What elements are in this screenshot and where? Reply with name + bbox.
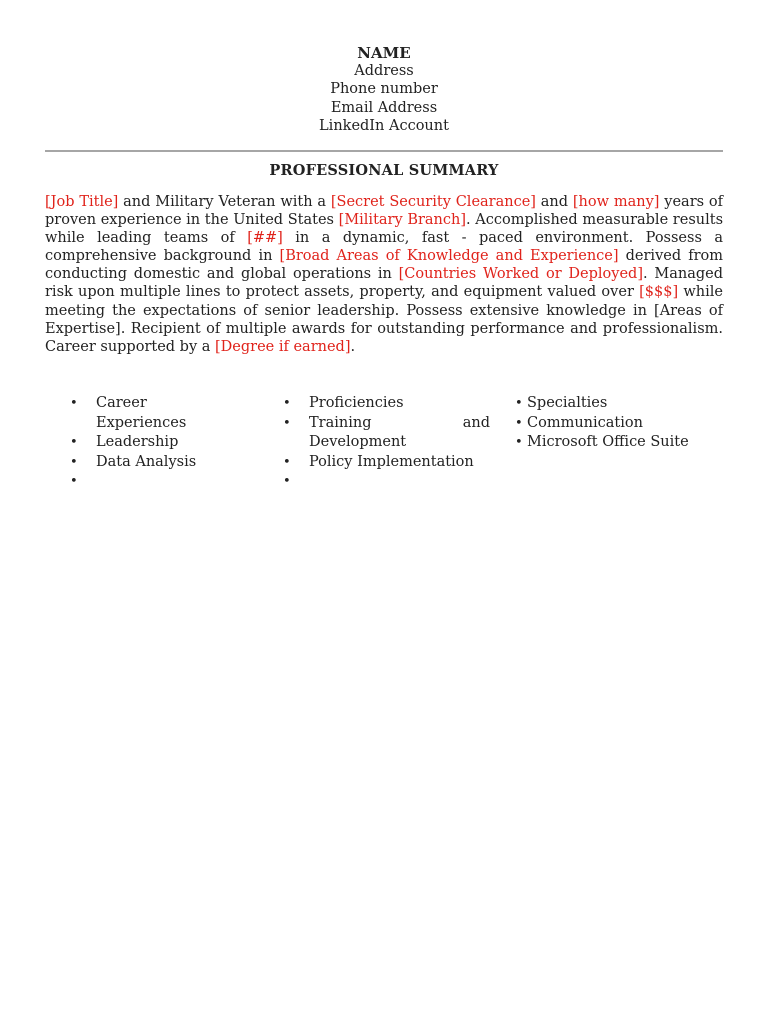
bullet-icon: • xyxy=(70,454,78,470)
skill-item xyxy=(515,433,715,453)
skill-label xyxy=(96,473,101,489)
skill-item xyxy=(283,453,490,473)
skill-item xyxy=(515,394,715,414)
skill-label: Career Experiences xyxy=(96,395,187,431)
skill-item xyxy=(70,433,236,453)
summary-segment: [Countries Worked or Deployed] xyxy=(398,266,643,283)
bullet-icon: • xyxy=(70,435,78,450)
bullet-icon: • xyxy=(283,415,291,431)
bullet-icon: • xyxy=(70,474,78,489)
skill-item xyxy=(283,414,490,453)
name-heading: NAME xyxy=(357,44,411,62)
address-line: Address xyxy=(354,63,414,80)
summary-segment: and xyxy=(535,194,573,210)
skill-label: Proficiencies xyxy=(309,395,404,411)
summary-segment: [Broad Areas of Knowledge and Experience] xyxy=(279,248,619,265)
summary-segment: [$$$] xyxy=(639,284,679,301)
summary-segment: [Military Branch] xyxy=(338,212,467,229)
summary-segment: [how many] xyxy=(572,194,660,210)
contact-header xyxy=(0,44,768,135)
summary-segment: and Military Veteran with a xyxy=(118,194,331,210)
summary-title: PROFESSIONAL SUMMARY xyxy=(269,162,499,179)
bullet-icon: • xyxy=(515,415,523,431)
summary-segment: years of proven experience in the United States xyxy=(45,194,724,229)
bullet-icon: • xyxy=(283,454,291,470)
summary-paragraph xyxy=(45,193,723,356)
skill-item xyxy=(283,472,490,492)
skill-item xyxy=(70,472,236,492)
skill-item xyxy=(515,414,715,434)
skills-column-1 xyxy=(70,394,236,492)
linkedin-line: LinkedIn Account xyxy=(319,117,449,134)
bullet-icon: • xyxy=(70,396,78,411)
summary-segment: . Managed risk upon multiple lines to protect assets, property, and equipment valued over xyxy=(45,266,723,301)
summary-segment: . Accomplished measurable results while leading teams of xyxy=(45,212,724,247)
skill-label: Microsoft Office Suite xyxy=(527,434,689,450)
skill-item xyxy=(70,453,236,473)
summary-segment: derived from conducting domestic and global operations in xyxy=(45,248,724,283)
skill-label: Policy Implementation xyxy=(309,453,474,470)
email-line: Email Address xyxy=(330,99,438,116)
skill-label: Specialties xyxy=(527,395,608,411)
summary-segment: while meeting the expectations of senior leadership. Possess extensive knowledge in [Areas of Expertise]. Recipient of multiple awards for outstanding performance and professionalism. Career supported by a xyxy=(45,284,723,355)
skill-label: Leadership xyxy=(96,434,179,450)
bullet-icon: • xyxy=(283,396,291,411)
phone-line: Phone number xyxy=(330,81,438,98)
skills-column-2 xyxy=(283,394,490,492)
summary-segment: [Job Title] xyxy=(45,194,119,210)
header-divider xyxy=(45,150,723,152)
skill-label: Communication xyxy=(527,414,643,431)
skill-label: Training and Development xyxy=(309,414,490,450)
summary-segment: in a dynamic, fast - paced environment. Possess a comprehensive background in xyxy=(45,230,723,265)
bullet-icon: • xyxy=(283,474,291,489)
summary-segment: [##] xyxy=(247,230,283,247)
bullet-icon: • xyxy=(515,396,523,411)
summary-segment: . xyxy=(350,338,356,355)
bullet-icon: • xyxy=(515,435,523,450)
skills-column-3 xyxy=(515,394,715,453)
skill-label: Data Analysis xyxy=(96,453,197,470)
summary-segment: [Degree if earned] xyxy=(215,338,351,355)
summary-segment: [Secret Security Clearance] xyxy=(330,194,536,210)
skill-item xyxy=(283,394,490,414)
skill-item xyxy=(70,394,236,433)
skill-label xyxy=(309,473,314,489)
